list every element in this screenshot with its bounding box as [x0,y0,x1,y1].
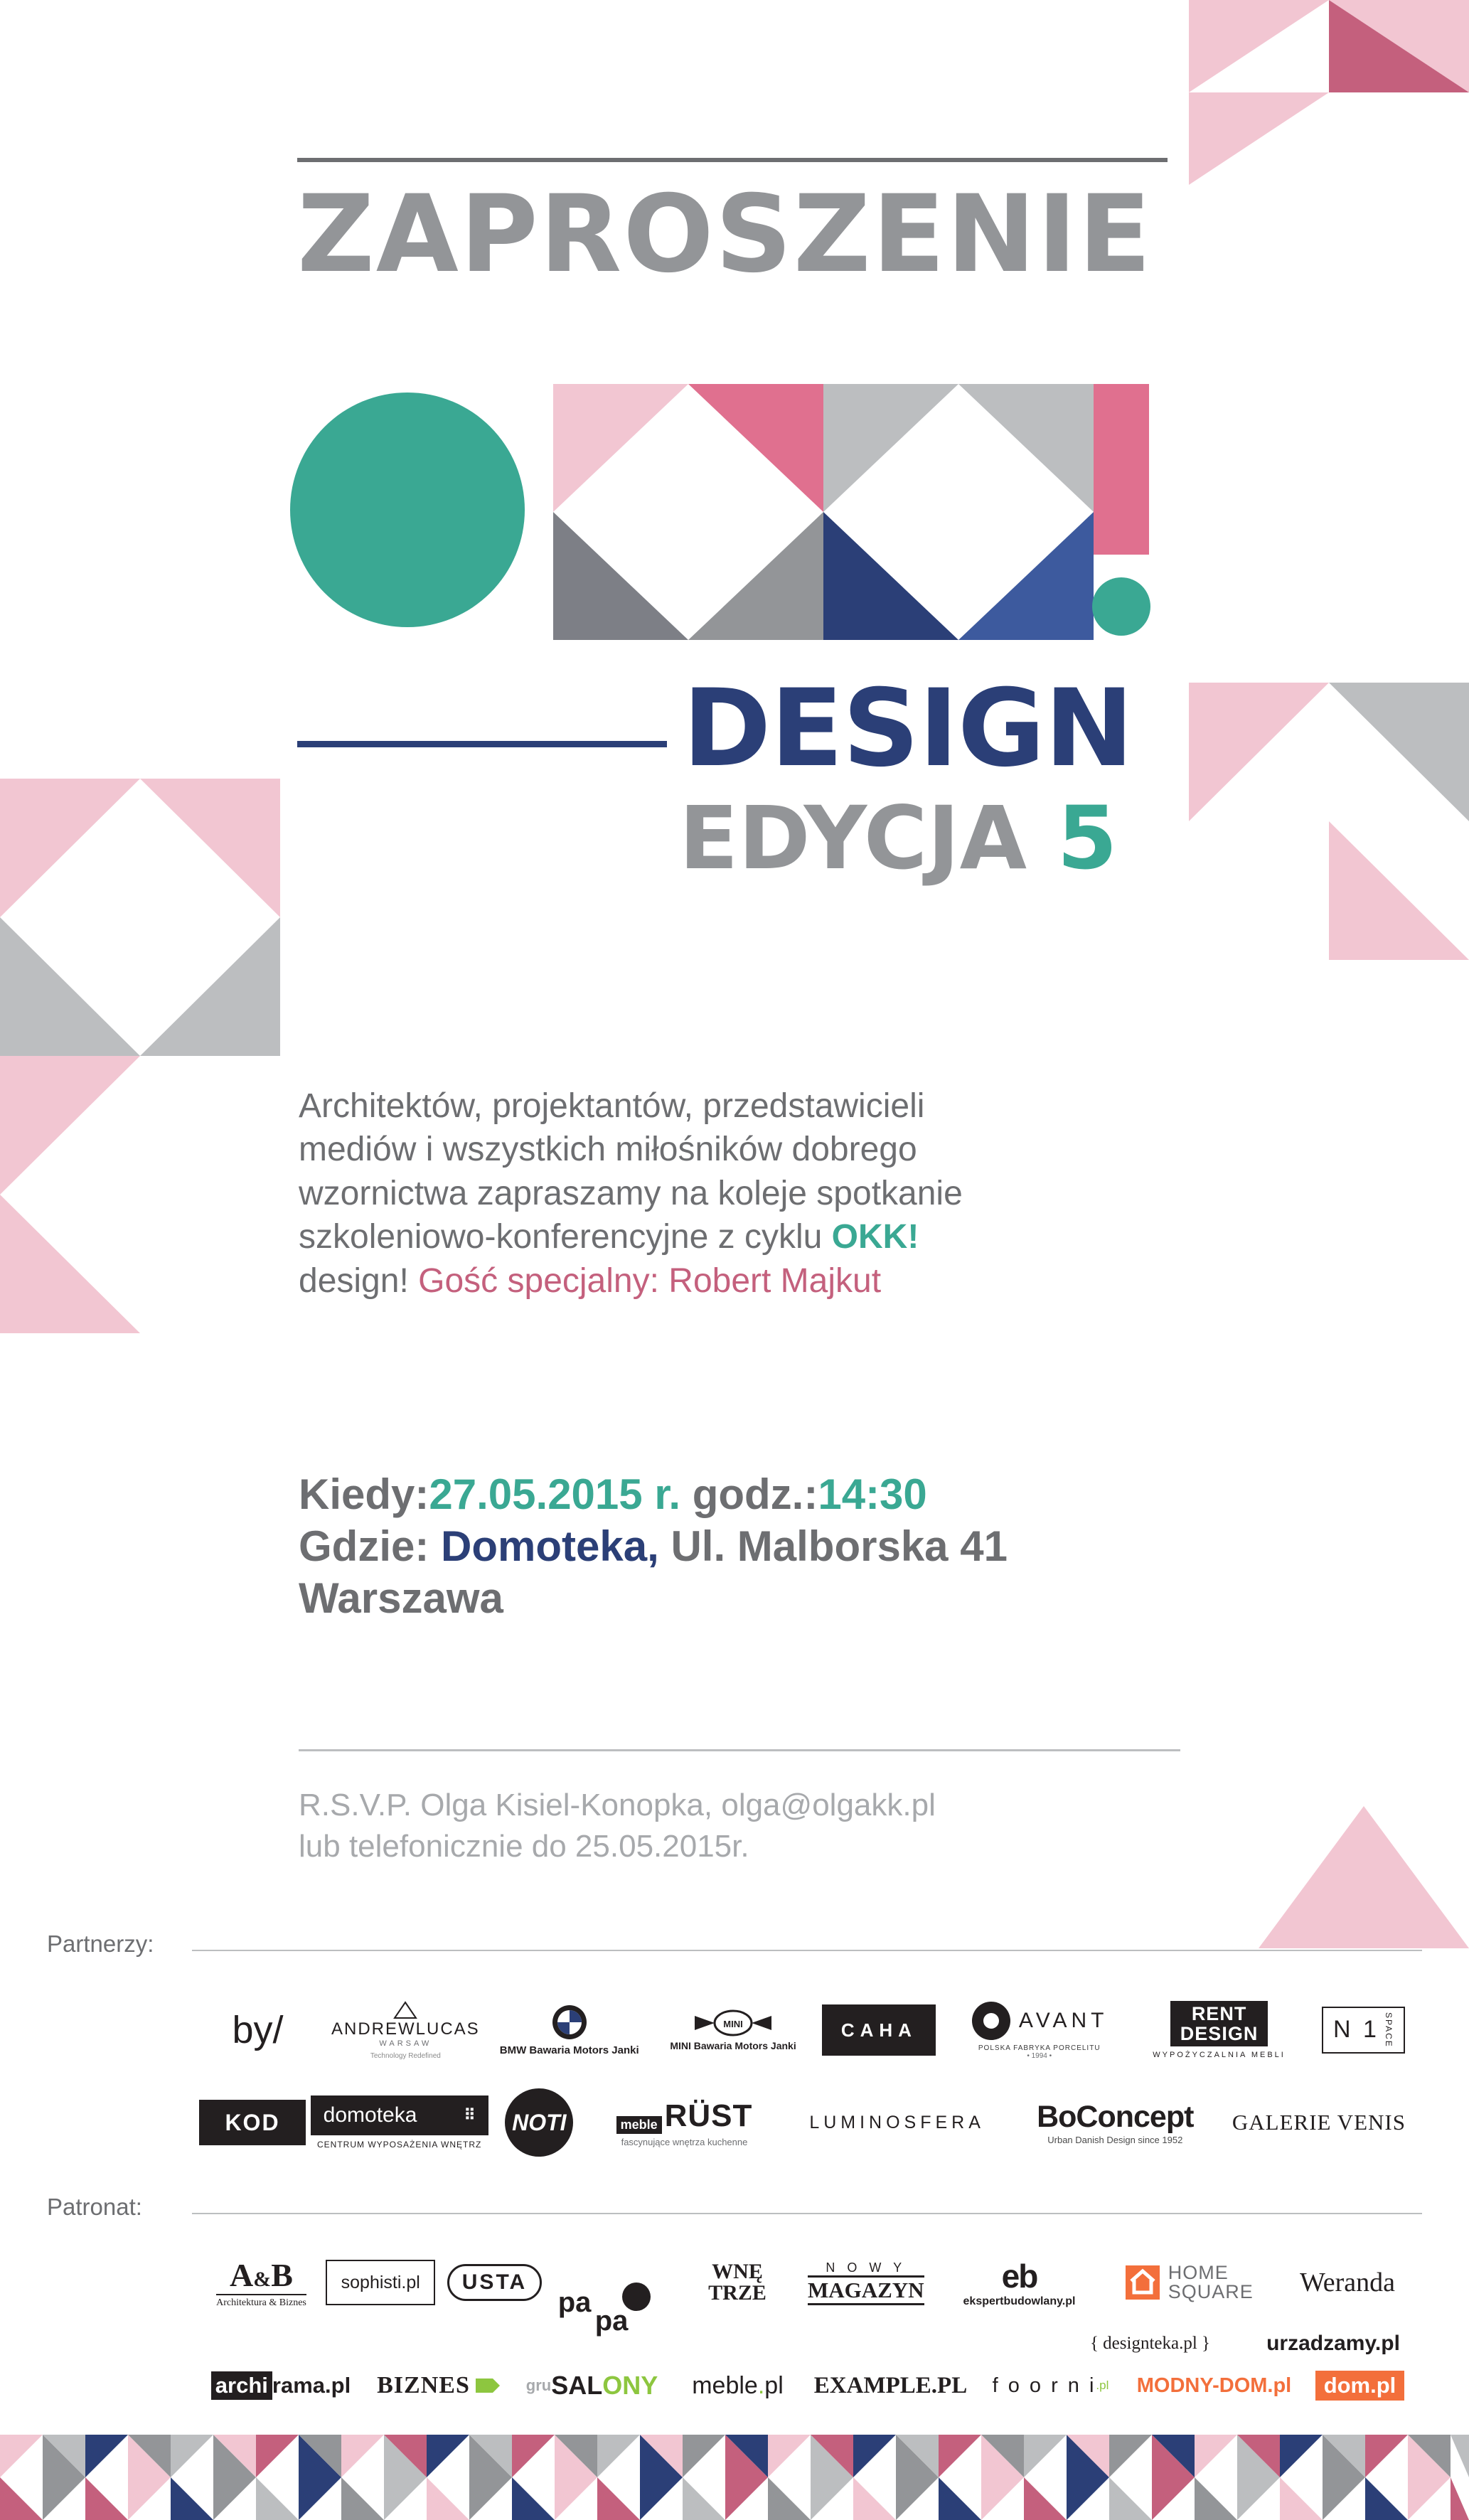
logo-exclamation-bar [1094,384,1149,555]
rsvp-block [299,1785,1187,1867]
patronage-logo: HOME SQUARE [1104,2263,1274,2302]
venue-name: Domoteka, [441,1522,659,1571]
decor-left-middle [0,779,280,1333]
patronage-logo: eb ekspertbudowlany.pl [963,2258,1076,2307]
bmw-roundel-icon [551,2004,588,2041]
partner-logo: BMW Bawaria Motors Janki [495,2004,644,2056]
patronage-logo: A&B Architektura & Biznes [216,2257,306,2308]
partner-logo: N 1 SPACE [1308,2007,1419,2054]
footer-triangles-icon [0,2435,1469,2520]
partner-logo: GALERIE VENIS [1232,2110,1406,2135]
event-when-line [299,1468,1195,1520]
when-label: Kiedy: [299,1470,429,1518]
special-guest: Gość specjalny: Robert Majkut [418,1261,882,1300]
patronage-logo: sophisti.pl [326,2260,435,2305]
patronage-logo: meble . pl [692,2371,784,2399]
partner-logo: ANDREWLUCAS WARSAW Technology Redefined [329,2001,482,2060]
event-details [299,1468,1195,1625]
patronage-logo: WNĘ TRZE [708,2260,766,2305]
edition-line [679,788,1118,889]
partner-logo: RENT DESIGN WYPOŻYCZALNIA MEBLI [1143,2001,1296,2060]
partners-label: Partnerzy: [47,1931,154,1957]
edition-number: 5 [1057,788,1118,889]
event-hour: 14:30 [818,1470,927,1518]
design-word: DESIGN [683,667,1133,791]
partner-logo: LUMINOSFERA [809,2112,985,2132]
patronage-logo: N O W Y MAGAZYN [796,2260,935,2305]
andrewlucas-mark-icon [392,2001,418,2019]
venue-city: Warszawa [299,1574,503,1623]
okk-inline: OKK! [831,1218,919,1256]
footer-pattern [0,2435,1469,2520]
intro-line-4 [299,1215,1173,1259]
hour-label: godz.: [692,1470,818,1518]
patronage-logo: { designteka.pl } [1089,2334,1211,2353]
partner-logo: AVANT POLSKA FABRYKA PORCELITU • 1994 • [949,2000,1130,2060]
rsvp-line-2: lub telefonicznie do 25.05.2015r. [299,1829,749,1864]
avant-circle-icon [971,2000,1012,2041]
design-rule [297,741,667,747]
logo-letter-k2 [823,384,1094,640]
intro-line-3: wzornictwa zapraszamy na koleje spotkanie [299,1174,963,1212]
where-label: Gdzie: [299,1522,429,1571]
logo-letter-k1 [553,384,823,640]
partners-row-1 [199,1991,1419,2069]
partners-row-2 [199,2083,1419,2162]
svg-text:MINI: MINI [723,2019,743,2029]
patronage-logo: archi rama.pl [199,2371,363,2400]
top-rule [297,158,1168,162]
home-square-icon [1124,2264,1161,2301]
logo-letter-o [290,393,525,627]
partner-logo: by/ [232,2009,284,2051]
patronage-logo: f o o r n i .pl [992,2374,1109,2397]
patronage-logo: Weranda [1299,2268,1396,2297]
partner-logo: BoConcept Urban Danish Design since 1952 [1037,2100,1194,2145]
partner-logo: CAHA [822,2004,936,2056]
event-where-line [299,1520,1195,1572]
intro-line-4-text: szkoleniowo-konferencyjne z cyklu [299,1218,832,1256]
intro-line-2: mediów i wszystkich miłośników dobrego [299,1131,917,1169]
patronage-row-2 [199,2354,1419,2418]
rsvp-divider [299,1749,1180,1751]
mini-wings-icon [690,2009,776,2037]
patronage-logo: dom.pl [1301,2371,1419,2401]
partner-logo: NOTI [493,2088,585,2157]
patronage-logo: EXAMPLE.PL [813,2372,968,2398]
patronage-logo: USTA [438,2264,552,2301]
okk-logo [290,384,1143,640]
partner-logo: domoteka ⠿ CENTRUM WYPOSAŻENIA WNĘTRZ [307,2095,492,2150]
logo-exclamation-dot [1092,577,1150,636]
intro-paragraph [299,1084,1173,1303]
patronage-logo: BIZNES [363,2372,516,2399]
patronage-row-1: A&B Architektura & Biznes sophisti.pl USTA pa pa WNĘ TRZE N O W Y MAGAZYN eb ekspertbudowlany.pl HOME SQUARE Weranda [199,2243,1419,2322]
biznes-arrow-icon [474,2376,501,2396]
partner-logo: KOD [199,2100,306,2145]
patronage-logo: gru SAL ONY [525,2371,658,2400]
patronage-divider [192,2213,1422,2214]
partners-divider [192,1950,1422,1951]
rsvp-line-1: R.S.V.P. Olga Kisiel-Konopka, olga@olgakk.pl [299,1788,936,1822]
design-inline: design! [299,1261,419,1300]
intro-line-5 [299,1259,1173,1303]
patronage-logo: urzadzamy.pl [1266,2332,1400,2355]
edition-word: EDYCJA [679,788,1027,889]
venue-address: Ul. Malborska 41 [671,1522,1008,1571]
intro-line-1: Architektów, projektantów, przedstawicieli [299,1087,925,1125]
page-title: ZAPROSZENIE [297,173,1153,297]
patronage-logo: MODNY-DOM.pl [1136,2374,1292,2397]
patronage-label: Patronat: [47,2194,142,2220]
partner-logo: meble RÜST fascynujące wnętrza kuchenne [587,2098,782,2147]
event-date: 27.05.2015 r. [429,1470,681,1518]
partner-logo: MINI MINI Bawaria Motors Janki [657,2009,810,2051]
decor-right-middle [1189,683,1469,960]
